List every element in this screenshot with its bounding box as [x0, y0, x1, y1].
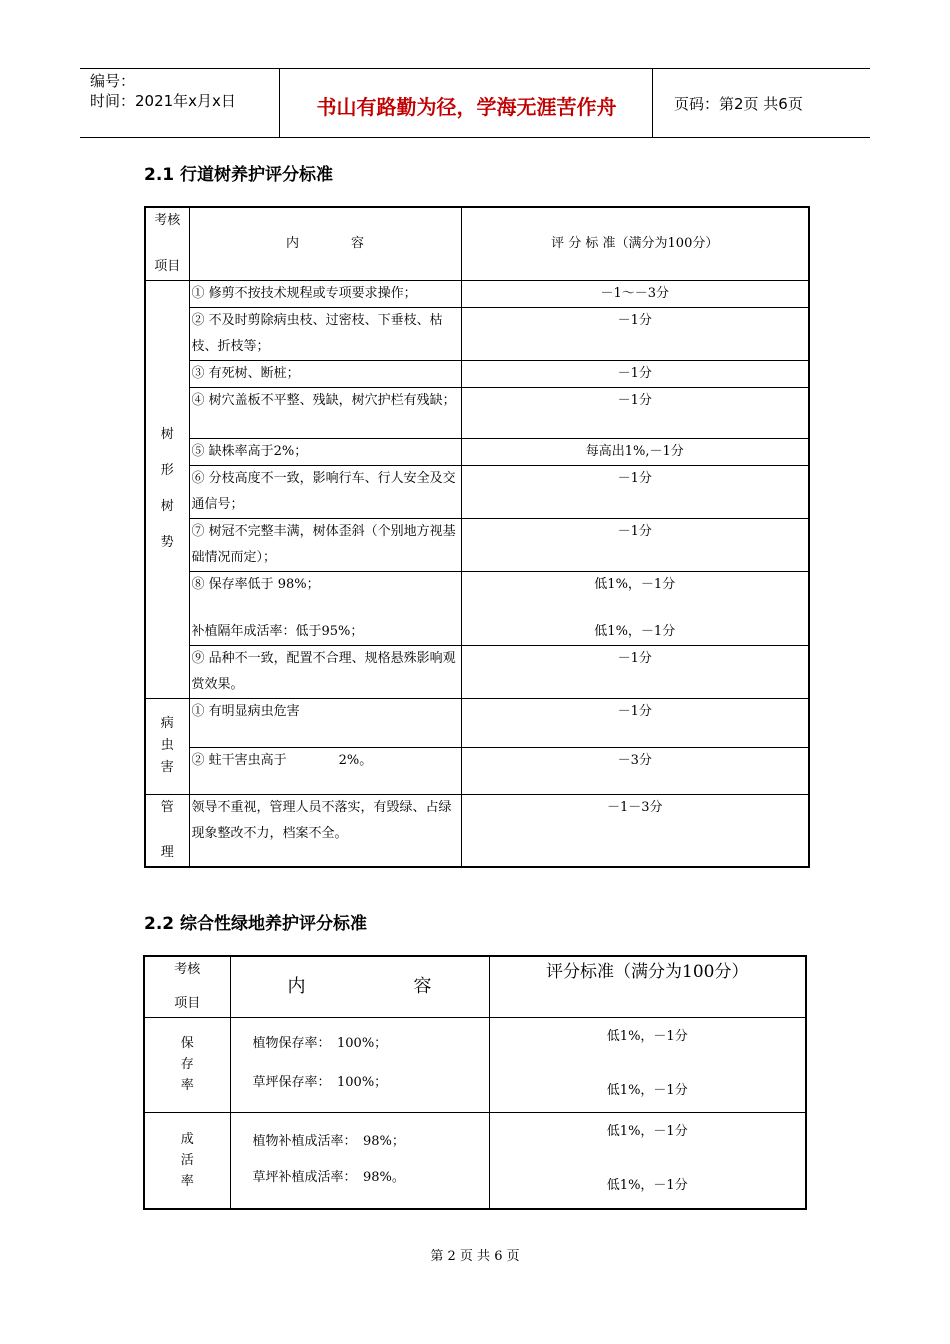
table-row — [145, 307, 809, 360]
page-header — [80, 68, 870, 138]
category-char: 保 — [180, 1036, 194, 1051]
category-survival — [144, 1017, 230, 1112]
item-text: ③ 有死树、断桩； — [189, 360, 461, 387]
header-motto: 书山有路勤为径，学海无涯苦作舟 — [281, 69, 653, 137]
header-assessment-item — [145, 207, 189, 280]
category-char: 树 — [160, 427, 174, 442]
score-text: －1分 — [461, 645, 809, 698]
item-text: ② 不及时剪除病虫枝、过密枝、下垂枝、枯枝、折枝等； — [189, 307, 461, 360]
table-row — [145, 698, 809, 747]
score-text: －1分 — [461, 518, 809, 571]
header-item-top: 考核 — [154, 213, 181, 228]
category-char: 形 — [160, 463, 174, 478]
category-char: 率 — [180, 1173, 194, 1189]
section-title-2-2: 2.2 综合性绿地养护评分标准 — [144, 914, 368, 934]
score-text: －1分 — [461, 360, 809, 387]
score-text: 低1%，－1分 — [594, 576, 676, 592]
item-text: 补植隔年成活率：低于95%； — [191, 623, 364, 639]
score-text: 低1%，－1分 — [606, 1123, 688, 1139]
score-cell — [461, 571, 809, 645]
table-row — [145, 518, 809, 571]
category-char: 率 — [180, 1078, 194, 1093]
header-item-top: 考核 — [174, 962, 201, 977]
category-char: 势 — [160, 535, 174, 550]
green-space-scoring-table — [143, 955, 807, 1210]
category-char: 成 — [180, 1131, 194, 1147]
score-text: 低1%，－1分 — [594, 623, 676, 639]
item-text: 领导不重视，管理人员不落实，有毁绿、占绿现象整改不力，档案不全。 — [189, 794, 461, 867]
item-text: ⑨ 品种不一致，配置不合理、规格悬殊影响观赏效果。 — [189, 645, 461, 698]
item-text: ② 蛀干害虫高于 2%。 — [189, 747, 461, 794]
item-text: ④ 树穴盖板不平整、残缺，树穴护栏有残缺； — [189, 387, 461, 438]
score-text: 每高出1%,－1分 — [461, 438, 809, 465]
score-text: －1分 — [461, 307, 809, 360]
page-info-text: 页码：第2页 共6页 — [674, 94, 803, 113]
item-text: ⑥ 分枝高度不一致，影响行车、行人安全及交通信号； — [189, 465, 461, 518]
score-text: －1分 — [461, 465, 809, 518]
item-text: ① 有明显病虫危害 — [189, 698, 461, 747]
score-text: －1～－3分 — [461, 280, 809, 307]
item-text: ⑧ 保存率低于 98%； — [191, 576, 320, 592]
item-text: 草坪保存率： 100%； — [252, 1074, 388, 1090]
header-content: 内 容 — [189, 207, 461, 280]
header-item-bottom: 项目 — [174, 995, 201, 1011]
category-char: 虫 — [160, 738, 174, 753]
table-row — [144, 1112, 806, 1209]
item-text: ⑤ 缺株率高于2%； — [189, 438, 461, 465]
table-row — [145, 280, 809, 307]
category-char: 理 — [160, 845, 174, 860]
table-row — [145, 438, 809, 465]
score-text: 低1%，－1分 — [606, 1028, 688, 1044]
category-char: 管 — [160, 799, 174, 815]
score-text: －1分 — [461, 387, 809, 438]
item-text: 植物保存率： 100%； — [252, 1035, 388, 1051]
category-char: 害 — [160, 760, 174, 775]
table-row — [145, 747, 809, 794]
roadside-tree-scoring-table — [144, 206, 810, 868]
table-row — [145, 645, 809, 698]
table-row — [145, 465, 809, 518]
category-establishment — [144, 1112, 230, 1209]
table-row — [144, 1017, 806, 1112]
category-char: 树 — [160, 499, 174, 514]
time-label: 时间：2021年x月x日 — [90, 92, 236, 110]
header-page-info — [664, 69, 870, 137]
table-row — [145, 387, 809, 438]
item-text: 植物补植成活率： 98%； — [252, 1133, 405, 1149]
table-header-row — [144, 956, 806, 1017]
header-standard: 评 分 标 准（满分为100分） — [461, 207, 809, 280]
item-cell — [230, 1017, 489, 1112]
table-header-row — [145, 207, 809, 280]
score-cell — [489, 1017, 806, 1112]
header-meta — [80, 69, 280, 137]
item-text: ⑦ 树冠不完整丰满，树体歪斜（个别地方视基础情况而定）； — [189, 518, 461, 571]
page-footer: 第 2 页 共 6 页 — [430, 1249, 520, 1264]
section-title-2-1: 2.1 行道树养护评分标准 — [144, 165, 334, 185]
table-row — [145, 360, 809, 387]
header-content: 内 容 — [230, 956, 489, 1017]
category-char: 活 — [180, 1152, 194, 1168]
score-cell — [489, 1112, 806, 1209]
header-standard: 评分标准（满分为100分） — [489, 956, 806, 1017]
category-char: 存 — [180, 1057, 194, 1072]
score-text: 低1%，－1分 — [606, 1082, 688, 1098]
item-cell — [230, 1112, 489, 1209]
category-char: 病 — [160, 716, 174, 731]
header-assessment-item — [144, 956, 230, 1017]
score-text: －3分 — [461, 747, 809, 794]
category-tree-form — [145, 280, 189, 698]
table-row — [145, 571, 809, 645]
item-cell — [189, 571, 461, 645]
number-label: 编号： — [90, 72, 136, 90]
score-text: 低1%，－1分 — [606, 1177, 688, 1193]
item-text: 草坪补植成活率： 98%。 — [252, 1169, 405, 1185]
header-item-bottom: 项目 — [154, 258, 181, 274]
score-text: －1－3分 — [461, 794, 809, 867]
table-row — [145, 794, 809, 867]
category-management — [145, 794, 189, 867]
category-pests — [145, 698, 189, 794]
item-text: ① 修剪不按技术规程或专项要求操作； — [189, 280, 461, 307]
score-text: －1分 — [461, 698, 809, 747]
